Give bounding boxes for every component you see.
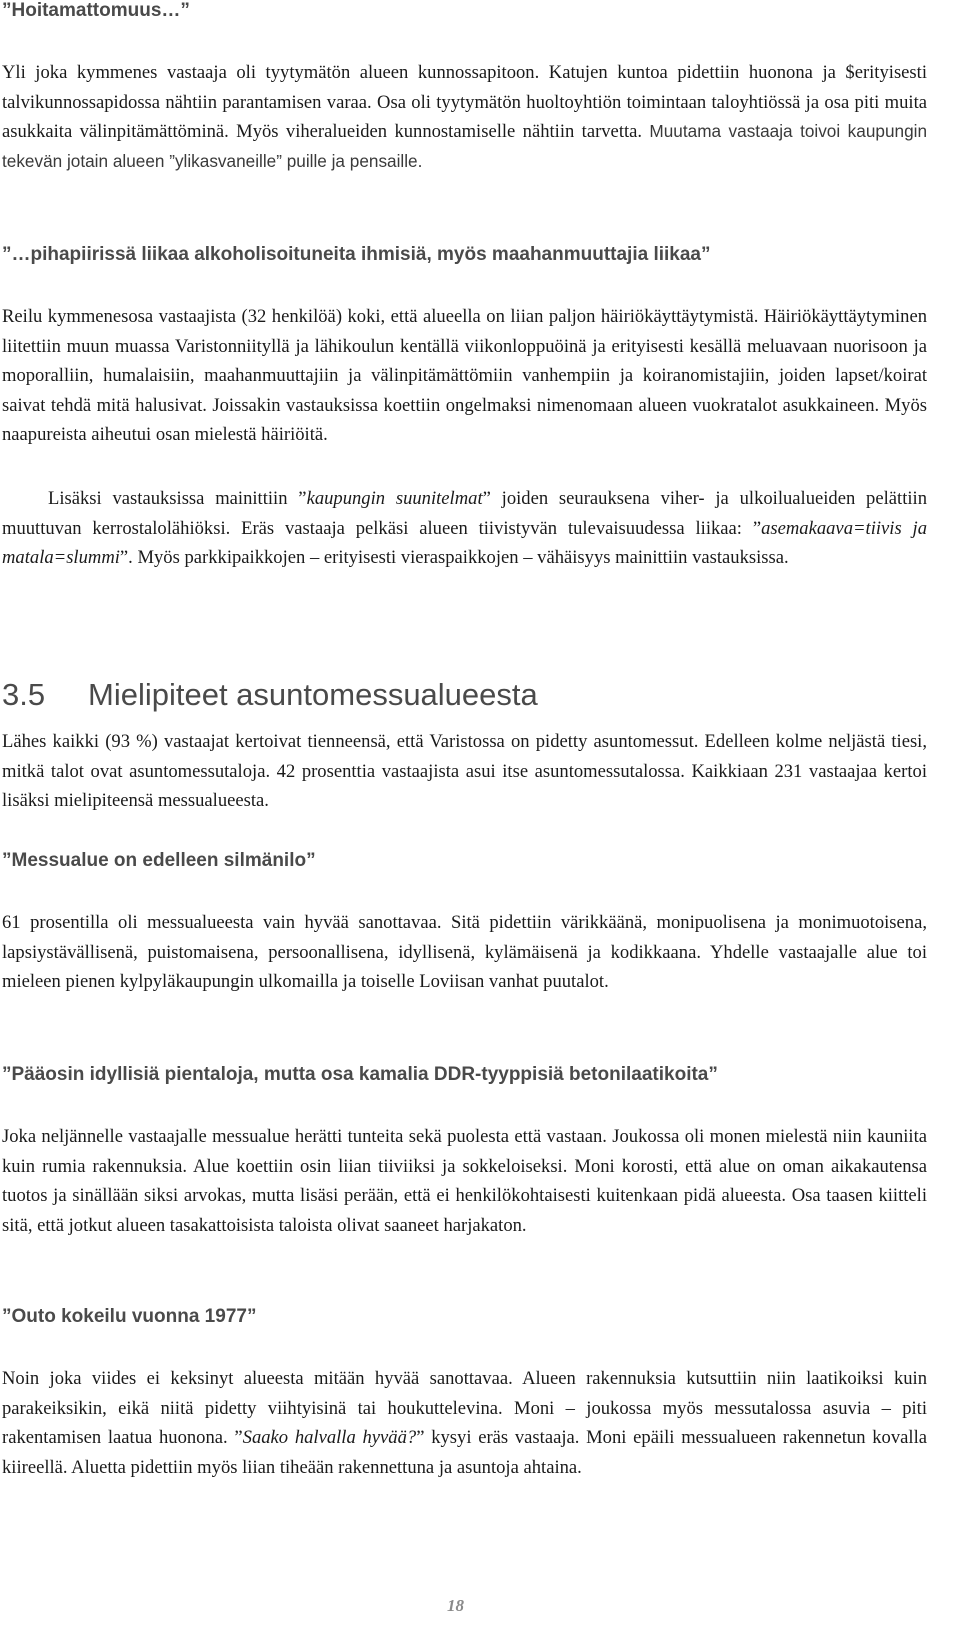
- paragraph-mixed-views: Joka neljännelle vastaajalle messualue herätti tunteita sekä puolesta että vastaan. Joukossa oli monen mielestä niin kauniita kuin rumia rakennuksia. Alue koettiin osin liian tiiviiksi ja sokkeloiseksi. Moni korosti, että alue on oman aikakautensa tuotos ja sinällään siksi arvokas, mutta lisäsi perään, että ei henkilökohtaisesti kuitenkaan pidä alueesta. Osa taasen kiitteli sitä, että jotkut alueen tasakattoisista taloista olivat saaneet harjakaton.: [2, 1126, 927, 1236]
- paragraph-city-plans: [2, 484, 927, 573]
- paragraph-city-plans-text-3: ”. Myös parkkipaikkojen – erityisesti vieraspaikkojen – vähäisyys mainittiin vastauksissa.: [119, 547, 789, 568]
- paragraph-city-plans-text-2: ” joiden seurauksena viher- ja ulkoilualueiden pelättiin muuttuvan kerrostalolähiöksi. Eräs vastaaja pelkäsi alueen tiivistyvän tulevaisuudessa liikaa: ”: [2, 488, 927, 539]
- heading-messualue: ”Messualue on edelleen silmänilo”: [2, 850, 316, 871]
- paragraph-city-plans-italic-1: kaupungin suunitelmat: [306, 488, 483, 509]
- section-title-text: Mielipiteet asuntomessualueesta: [88, 677, 538, 712]
- heading-outo-kokeilu: ”Outo kokeilu vuonna 1977”: [2, 1306, 257, 1327]
- page-number: 18: [447, 1596, 464, 1615]
- paragraph-negative-views-italic: Saako halvalla hyvää?: [242, 1427, 417, 1448]
- paragraph-disturbance: Reilu kymmenesosa vastaajista (32 henkilöä) koki, että alueella on liian paljon häiriökäyttäytymistä. Häiriökäyttäytyminen liitettiin muun muassa Varistonniityllä ja lähikoulun kentällä viikonloppuöinä ja erityisesti kesällä meluavaan nuorisoon ja moporalliin, humalaisiin, maahanmuuttajiin ja välinpitämättömiin vanhempiin ja koiranomistajiin, joiden lapset/koirat saivat tehdä mitä halusivat. Joissakin vastauksissa koettiin ongelmaksi nimenomaan alueen vuokratalot asukkaineen. Myös naapureista aiheutui osan mielestä häiriöitä.: [2, 306, 927, 445]
- section-title: [2, 677, 538, 713]
- section-number: 3.5: [2, 677, 46, 712]
- heading-pihapiirissa: ”…pihapiirissä liikaa alkoholisoituneita ihmisiä, myös maahanmuuttajia liikaa”: [2, 244, 711, 265]
- paragraph-maintenance: [2, 58, 927, 176]
- paragraph-city-plans-italic-2: asemakaava=tiivis ja matala=slummi: [2, 517, 927, 568]
- paragraph-negative-views: [2, 1364, 927, 1482]
- paragraph-negative-views-text-2: ” kysyi eräs vastaaja. Moni epäili messualueen rakennetun kovalla kiireellä. Aluetta pidettiin myös liian tiheään rakennettuna ja asuntoja ahtaina.: [2, 1427, 927, 1478]
- paragraph-maintenance-sans-text: Muutama vastaaja toivoi kaupungin tekevän jotain alueen ”ylikasvaneille” puille ja pensaille.: [2, 121, 928, 171]
- heading-paaosin-idyllisia: ”Pääosin idyllisiä pientaloja, mutta osa kamalia DDR-tyyppisiä betonilaatikoita”: [2, 1064, 718, 1085]
- paragraph-fair-awareness: Lähes kaikki (93 %) vastaajat kertoivat tienneensä, että Varistossa on pidetty asuntomessut. Edelleen kolme neljästä tiesi, mitkä talot ovat asuntomessutaloja. 42 prosenttia vastaajista asui itse asuntomessutalossa. Kaikkiaan 231 vastaajaa kertoi lisäksi mielipiteensä messualueesta.: [2, 731, 927, 811]
- paragraph-maintenance-text: Yli joka kymmenes vastaaja oli tyytymätön alueen kunnossapitoon. Katujen kuntoa pidettiin huonona ja $erityisesti talvikunnossapidossa nähtiin parantamisen varaa. Osa oli tyytymätön huoltoyhtiön toimintaan taloyhtiössä ja osa piti muita asukkaita välinpitämättöminä. Myös viheralueiden kunnostamiselle nähtiin tarvetta.: [2, 62, 927, 142]
- paragraph-city-plans-text-1: Lisäksi vastauksissa mainittiin ”: [48, 488, 307, 509]
- heading-hoitamattomuus: ”Hoitamattomuus…”: [2, 0, 190, 21]
- paragraph-positive-views: 61 prosentilla oli messualueesta vain hyvää sanottavaa. Sitä pidettiin värikkäänä, monipuolisena ja monimuotoisena, lapsiystävällisenä, puistomaisena, persoonallisena, idyllisenä, kylämäisenä ja kodikkaana. Yhdelle vastaajalle alue toi mieleen pienen kylpyläkaupungin ulkomailla ja toiselle Loviisan vanhat puutalot.: [2, 912, 927, 992]
- paragraph-negative-views-text-1: Noin joka viides ei keksinyt alueesta mitään hyvää sanottavaa. Alueen rakennuksia kutsuttiin niin laatikoiksi kuin parakeiksikin, eikä niitä pidetty viihtyisinä tai houkuttelevina. Moni – joukossa myös messutalossa asuvia – piti rakentamisen laatua huonona. ”: [2, 1368, 927, 1448]
